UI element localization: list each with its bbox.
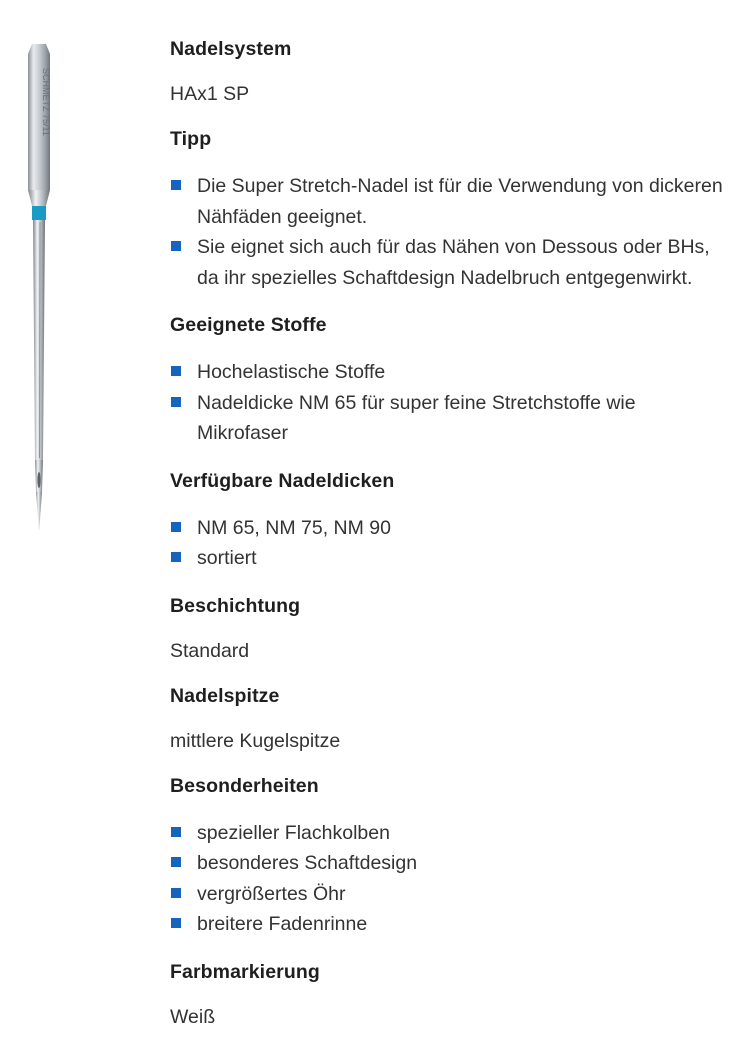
bullet-list xyxy=(170,513,730,574)
list-item-text: Sie eignet sich auch für das Nähen von Dessous oder BHs, da ihr spezielles Schaftdesign Nadelbruch entgegenwirkt. xyxy=(197,236,710,289)
list-item xyxy=(170,171,730,232)
section-value: Standard xyxy=(170,639,250,662)
section-title: Beschichtung xyxy=(170,594,301,617)
bullet-square-icon xyxy=(171,888,181,898)
list-item-text: Die Super Stretch-Nadel ist für die Verwendung von dickeren Nähfäden geeignet. xyxy=(197,175,723,228)
list-item-text: breitere Fadenrinne xyxy=(197,913,368,935)
list-item-text: spezieller Flachkolben xyxy=(197,821,390,844)
section-title: Tipp xyxy=(170,128,212,150)
needle-transition xyxy=(28,190,50,206)
list-item xyxy=(170,879,730,910)
section-besonderheiten xyxy=(170,773,730,940)
needle-eye xyxy=(37,472,40,488)
section-title: Geeignete Stoffe xyxy=(170,314,327,336)
section-nadelspitze xyxy=(170,683,730,754)
list-item xyxy=(170,388,730,449)
section-nadelsystem xyxy=(170,36,730,107)
list-item xyxy=(170,909,730,940)
list-item-text: Nadeldicke NM 65 für super feine Stretchstoffe wie Mikrofaser xyxy=(197,391,636,444)
list-item xyxy=(170,357,730,388)
bullet-square-icon xyxy=(171,366,181,376)
list-item xyxy=(170,513,730,544)
bullet-square-icon xyxy=(171,857,181,867)
section-tipp xyxy=(170,126,730,293)
list-item-text: NM 65, NM 75, NM 90 xyxy=(197,516,391,539)
needle-marking: SCHMETZ 75/11 xyxy=(41,68,51,136)
bullet-square-icon xyxy=(171,180,181,190)
needle-shank-top xyxy=(28,44,50,54)
section-title: Nadelspitze xyxy=(170,684,280,707)
bullet-square-icon xyxy=(171,827,181,837)
section-title: Farbmarkierung xyxy=(170,960,320,983)
bullet-list xyxy=(170,818,730,940)
list-item xyxy=(170,543,730,574)
list-item-text: besonderes Schaftdesign xyxy=(197,852,418,874)
needle-blade xyxy=(33,220,45,460)
list-item xyxy=(170,848,730,879)
list-item-text: sortiert xyxy=(197,547,257,569)
bullet-list xyxy=(170,171,730,293)
bullet-square-icon xyxy=(171,397,181,407)
needle-point xyxy=(36,492,42,530)
section-verfuegbare-nadeldicken xyxy=(170,468,730,574)
bullet-square-icon xyxy=(171,522,181,532)
spec-list xyxy=(170,36,730,1049)
needle-image xyxy=(22,40,58,534)
section-farbmarkierung xyxy=(170,959,730,1030)
section-value: Weiß xyxy=(170,1005,216,1028)
list-item xyxy=(170,232,730,293)
section-value: mittlere Kugelspitze xyxy=(170,729,341,752)
needle-groove xyxy=(40,222,41,458)
bullet-square-icon xyxy=(171,918,181,928)
section-title: Besonderheiten xyxy=(170,774,319,797)
section-title: Nadelsystem xyxy=(170,38,292,60)
bullet-square-icon xyxy=(171,552,181,562)
section-geeignete-stoffe xyxy=(170,312,730,449)
list-item xyxy=(170,818,730,849)
section-title: Verfügbare Nadeldicken xyxy=(170,469,395,492)
bullet-square-icon xyxy=(171,241,181,251)
section-value: HAx1 SP xyxy=(170,83,250,105)
list-item-text: vergrößertes Öhr xyxy=(197,882,346,905)
needle-illustration xyxy=(22,40,58,534)
list-item-text: Hochelastische Stoffe xyxy=(197,361,386,383)
section-beschichtung xyxy=(170,593,730,664)
color-band xyxy=(32,206,46,220)
bullet-list xyxy=(170,357,730,449)
